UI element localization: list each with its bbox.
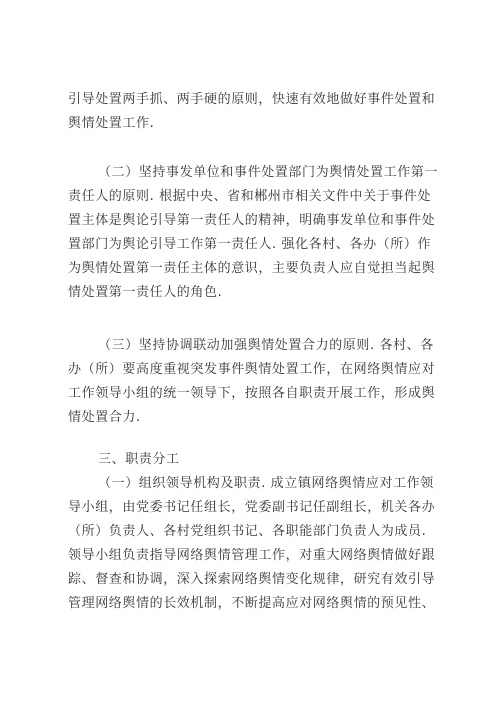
text-line: （所）负责人、各村党组织书记、各职能部门负责人为成员. — [68, 524, 427, 539]
text-line: 踪、督查和协调，深入探索网络舆情变化规律，研究有效引导 — [68, 572, 436, 587]
text-line: 为舆情处置第一责任主体的意识，主要负责人应自觉担当起舆 — [68, 261, 436, 276]
text-line: （三）坚持协调联动加强舆情处置合力的原则. 各村、各 — [98, 338, 434, 353]
text-line: 责任人的原则. 根据中央、省和郴州市相关文件中关于事件处 — [68, 189, 432, 204]
text-line: （二）坚持事发单位和事件处置部门为舆情处置工作第一 — [98, 165, 439, 180]
text-line: 舆情处置工作. — [68, 116, 155, 131]
section-heading: 三、职责分工 — [98, 452, 180, 467]
text-line: 领导小组负责指导网络舆情管理工作，对重大网络舆情做好跟 — [68, 548, 436, 563]
text-line: 引导处置两手抓、两手硬的原则，快速有效地做好事件处置和 — [68, 92, 436, 107]
text-line: 工作领导小组的统一领导下，按照各自职责开展工作，形成舆 — [68, 386, 436, 401]
text-line: 管理网络舆情的长效机制，不断提高应对网络舆情的预见性、 — [68, 596, 436, 611]
text-line: 导小组，由党委书记任组长，党委副书记任副组长，机关各办 — [68, 500, 436, 515]
text-line: 置部门为舆论引导工作第一责任人. 强化各村、各办（所）作 — [68, 237, 432, 252]
text-line: 情处置第一责任人的角色. — [68, 285, 223, 300]
text-line: （一）组织领导机构及职责. 成立镇网络舆情应对工作领 — [98, 476, 434, 491]
text-line: 情处置合力. — [68, 410, 141, 425]
text-line: 办（所）要高度重视突发事件舆情处置工作，在网络舆情应对 — [68, 362, 436, 377]
text-line: 置主体是舆论引导第一责任人的精神，明确事发单位和事件处 — [68, 213, 436, 228]
